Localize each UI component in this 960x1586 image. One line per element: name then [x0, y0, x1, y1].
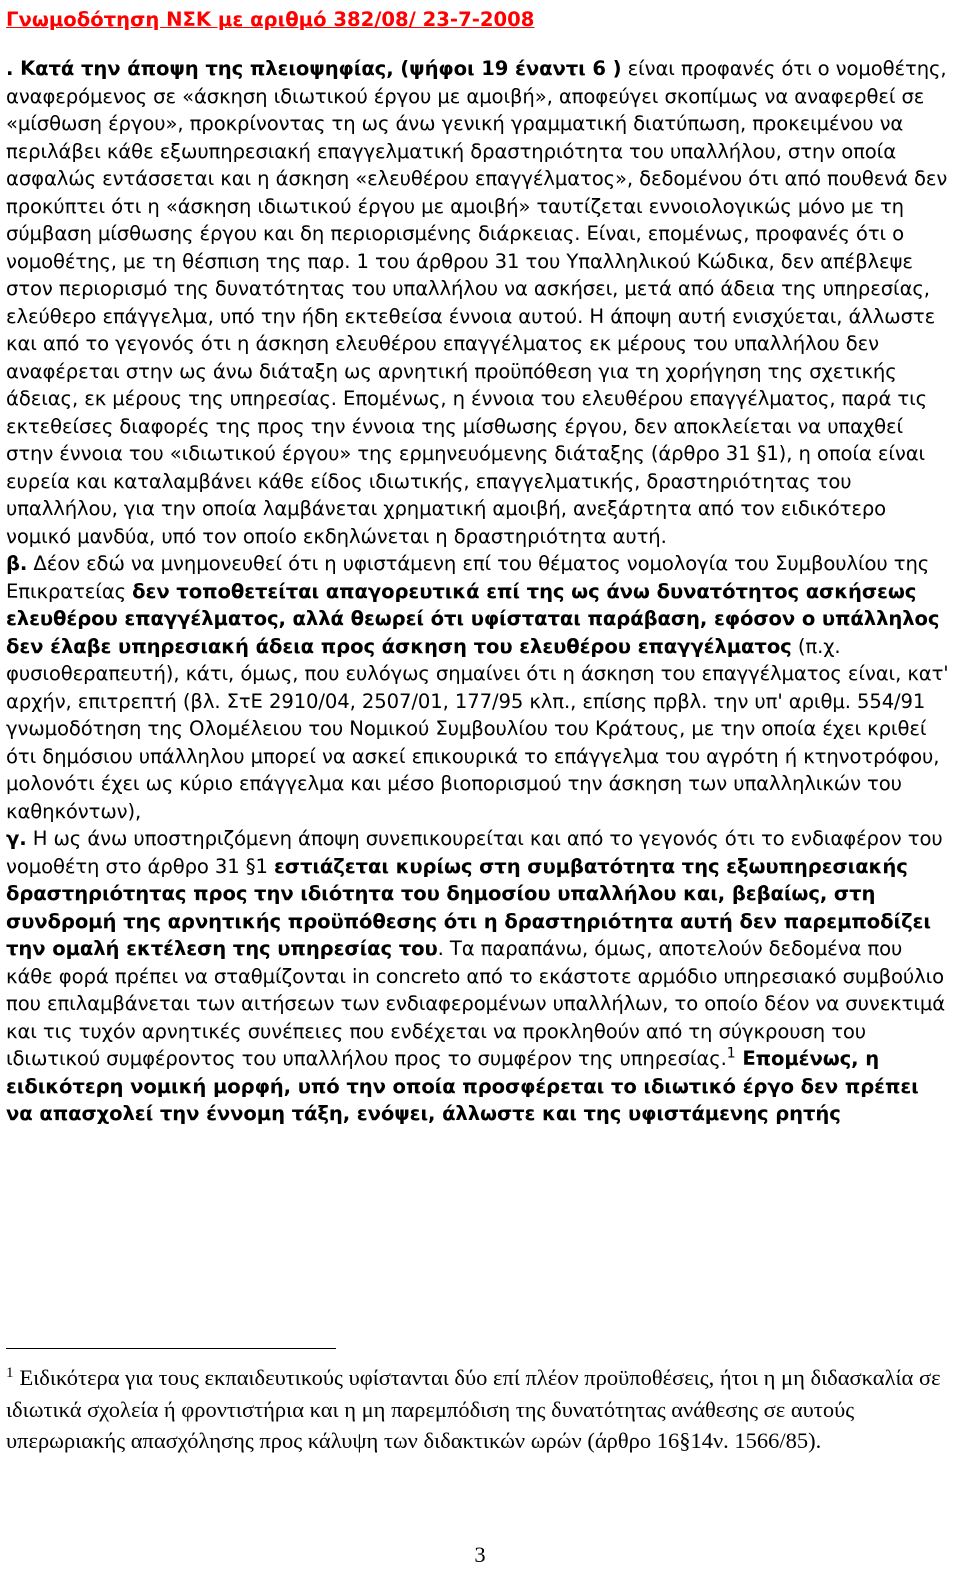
- footnote-separator: [6, 1348, 336, 1349]
- paragraph-c-text-2: . Τα παραπάνω, όμως, αποτελούν δεδομένα που κάθε φορά πρέπει να σταθμίζονται in concreto από το εκάστοτε αρμόδιο υπηρεσιακό συμβούλιο που επιλαμβάνεται των αιτήσεων των ενδιαφερομένων υπαλλήλων, το οποίο δέον να συνεκτιμά και τις τυχόν αρνητικές συνέπειες που ενδέχεται να προκληθούν από τη σύγκρουση του ιδιωτικού συμφέροντος του υπαλλήλου προς το συμφέρον της υπηρεσίας.: [6, 937, 946, 1070]
- paragraph-a: [6, 55, 950, 550]
- paragraph-c-emphasis: εστιάζεται κυρίως στη συμβατότητα της εξωυπηρεσιακής δραστηριότητας προς την ιδιότητα του δημοσίου υπαλλήλου και, βεβαίως, στη συνδρομή της αρνητικής προϋπόθεσης ότι η δραστηριότητα αυτή δεν παρεμποδίζει την ομαλή εκτέλεση της υπηρεσίας του: [6, 854, 931, 960]
- paragraph-c-text-1: Η ως άνω υποστηριζόμενη άποψη συνεπικουρείται και από το γεγονός ότι το ενδιαφέρον του νομοθέτη στο άρθρο 31 §1: [6, 827, 943, 878]
- document-heading: Γνωμοδότηση ΝΣΚ με αριθμό 382/08/ 23-7-2008: [6, 8, 535, 31]
- paragraph-b-text-1: Δέον εδώ να μνημονευθεί ότι η υφιστάμενη επί του θέματος νομολογία του Συμβουλίου της Επικρατείας: [6, 552, 930, 603]
- page-number: 3: [474, 1542, 486, 1567]
- paragraph-c: [6, 825, 950, 1128]
- footnote-mark: 1: [6, 1364, 14, 1381]
- paragraph-a-lead: . Κατά την άποψη της πλειοψηφίας, (ψήφοι 19 έναντι 6 ): [6, 57, 622, 80]
- document-body: [6, 55, 950, 1128]
- paragraph-b-text-2: (π.χ. φυσιοθεραπευτή), κάτι, όμως, που ευλόγως σημαίνει ότι η άσκηση του επαγγέλματος είναι, κατ' αρχήν, επιτρεπτή (βλ. ΣτΕ 2910/04, 2507/01, 177/95 κλπ., επίσης πρβλ. την υπ' αριθμ. 554/91 γνωμοδότηση της Ολομέλειου του Νομικού Συμβουλίου του Κράτους, με την οποία έχει κριθεί ότι δημόσιου υπάλληλου μπορεί να ασκεί επικουρικά το επάγγελμα του αγρότη ή κτηνοτρόφου, μολονότι έχει ως κύριο επάγγελμα και μέσο βιοπορισμού την άσκηση των υπαλληλικών του καθηκόντων),: [6, 634, 949, 823]
- footnote-text: Ειδικότερα για τους εκπαιδευτικούς υφίστανται δύο επί πλέον προϋποθέσεις, ήτοι η μη διδασκαλία σε ιδιωτικά σχολεία ή φροντιστήρια και η μη παρεμπόδιση της δυνατότητας ανάθεσης σε αυτούς υπερωριακής απασχόλησης προς κάλυψη των διδακτικών ωρών (άρθρο 16§14ν. 1566/85).: [6, 1365, 941, 1453]
- document-page: [6, 2, 950, 1128]
- paragraph-b: [6, 550, 950, 825]
- paragraph-b-marker: β.: [6, 552, 28, 575]
- footnote: [6, 1362, 950, 1457]
- paragraph-c-emphasis-2: Επομένως, η ειδικότερη νομική μορφή, υπό την οποία προσφέρεται το ιδιωτικό έργο δεν πρέπει να απασχολεί την έννομη τάξη, ενόψει, άλλωστε και της υφιστάμενης ρητής: [6, 1047, 919, 1125]
- paragraph-a-text: είναι προφανές ότι ο νομοθέτης, αναφερόμενος σε «άσκηση ιδιωτικού έργου με αμοιβή», αποφεύγει σκοπίμως να αναφερθεί σε «μίσθωση έργου», προκρίνοντας τη ως άνω γενική γραμματική διατύπωση, προκειμένου να περιλάβει κάθε εξωυπηρεσιακή επαγγελματική δραστηριότητα του υπαλλήλου, στην οποία ασφαλώς εντάσσεται και η άσκηση «ελευθέρου επαγγέλματος», δεδομένου ότι από πουθενά δεν προκύπτει ότι η «άσκηση ιδιωτικού έργου με αμοιβή» ταυτίζεται εννοιολογικώς μόνο με τη σύμβαση μίσθωσης έργου και δη περιορισμένης διάρκειας. Είναι, επομένως, προφανές ότι ο νομοθέτης, με τη θέσπιση της παρ. 1 του άρθρου 31 του Υπαλληλικού Κώδικα, δεν απέβλεψε στον περιορισμό της δυνατότητας του υπαλλήλου να ασκήσει, μετά από άδεια της υπηρεσίας, ελεύθερο επάγγελμα, υπό την ήδη εκτεθείσα έννοια αυτού. Η άποψη αυτή ενισχύεται, άλλωστε και από το γεγονός ότι η άσκηση ελευθέρου επαγγέλματος εκ μέρους του υπαλλήλου δεν αναφέρεται στην ως άνω διάταξη ως αρνητική προϋπόθεση για τη χορήγηση της σχετικής άδειας, εκ μέρους της υπηρεσίας. Επομένως, η έννοια του ελευθέρου επαγγέλματος, παρά τις εκτεθείσες διαφορές της προς την έννοια της μίσθωσης έργου, δεν αποκλείεται να υπαχθεί στην έννοια του «ιδιωτικού έργου» της ερμηνευόμενης διάταξης (άρθρο 31 §1), η οποία είναι ευρεία και καταλαμβάνει κάθε είδος ιδιωτικής, επαγγελματικής, δραστηριότητας του υπαλλήλου, για την οποία λαμβάνεται χρηματική αμοιβή, ανεξάρτητα από τον ειδικότερο νομικό μανδύα, υπό τον οποίο εκδηλώνεται η δραστηριότητα αυτή.: [6, 57, 948, 548]
- paragraph-c-marker: γ.: [6, 827, 27, 850]
- paragraph-b-emphasis: δεν τοποθετείται απαγορευτικά επί της ως άνω δυνατότητος ασκήσεως ελευθέρου επαγγέλματος, αλλά θεωρεί ότι υφίσταται παράβαση, εφόσον ο υπάλληλος δεν έλαβε υπηρεσιακή άδεια προς άσκηση του ελευθέρου επαγγέλματος: [6, 579, 940, 658]
- footnote-reference[interactable]: 1: [726, 1045, 736, 1062]
